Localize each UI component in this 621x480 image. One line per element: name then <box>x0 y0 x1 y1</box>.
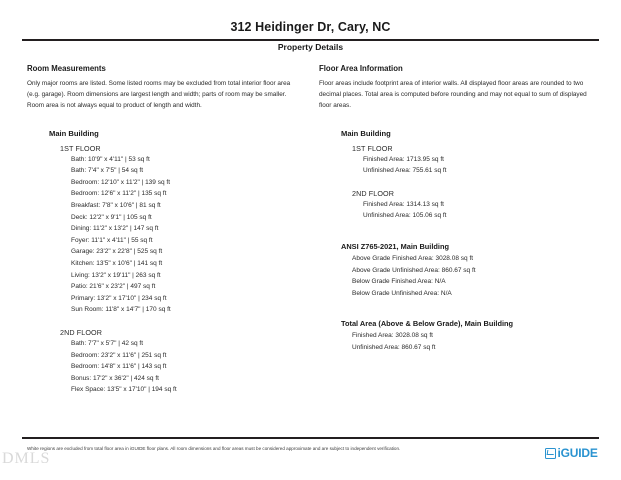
list-item: Sun Room: 11'8" x 14'7" | 170 sq ft <box>71 306 171 314</box>
total-area-block <box>319 319 604 353</box>
list-item: Bedroom: 12'10" x 11'2" | 139 sq ft <box>71 178 171 186</box>
footer-disclaimer: White regions are excluded from total floor area in iGUIDE floor plans. All room dimensions and floor areas must be considered approximate and are subject to independent verification. <box>27 446 401 451</box>
list-item: Bath: 10'9" x 4'11" | 53 sq ft <box>71 155 150 163</box>
list-item: Bedroom: 12'6" x 11'2" | 135 sq ft <box>71 190 167 198</box>
rooms-floor-name-1: 1ST FLOOR <box>60 143 101 153</box>
room-measurements-blurb-line-1: Only major rooms are listed. Some listed rooms may be excluded from total interior floor area <box>27 80 291 87</box>
main-building-rooms-group <box>27 129 312 396</box>
areas-floor-name-1: 1ST FLOOR <box>352 143 393 153</box>
list-item: Primary: 13'2" x 17'10" | 234 sq ft <box>71 294 167 302</box>
floor-area-blurb <box>319 78 604 112</box>
iguide-mark-icon <box>545 448 556 459</box>
list-item: Above Grade Finished Area: 3028.08 sq ft <box>352 254 474 262</box>
room-measurements-blurb <box>27 78 312 112</box>
list-item: Foyer: 11'1" x 4'11" | 55 sq ft <box>71 236 153 244</box>
list-item: Above Grade Unfinished Area: 860.67 sq ft <box>352 266 476 274</box>
rooms-list-floor-1 <box>60 154 312 316</box>
mls-watermark: DMLS <box>2 450 51 467</box>
list-item: Finished Area: 1713.95 sq ft <box>363 155 444 163</box>
list-item: Finished Area: 3028.08 sq ft <box>352 332 433 340</box>
areas-floor-block-1 <box>341 144 604 177</box>
iguide-logo <box>545 447 598 459</box>
list-item: Deck: 12'2" x 9'1" | 105 sq ft <box>71 213 152 221</box>
rooms-floor-block-2 <box>49 328 312 396</box>
footer-divider <box>22 437 599 439</box>
iguide-wordmark: iGUIDE <box>557 446 598 460</box>
total-area-title: Total Area (Above & Below Grade), Main Building <box>341 319 514 329</box>
floor-area-blurb-line-2: decimal places. Total area is computed before rounding and may not equal to sum of displayed <box>319 91 587 99</box>
floor-area-blurb-line-1: Floor areas include footprint area of interior walls. All displayed floor areas are rounded to two <box>319 80 584 87</box>
areas-floor-block-2 <box>341 189 604 222</box>
floor-area-information-column <box>319 64 604 354</box>
list-item: Patio: 21'6" x 23'2" | 497 sq ft <box>71 283 156 291</box>
areas-list-floor-2 <box>352 199 604 222</box>
rooms-floor-name-2: 2ND FLOOR <box>60 327 103 337</box>
rooms-list-floor-2 <box>60 338 312 396</box>
list-item: Unfinished Area: 755.61 sq ft <box>363 167 447 175</box>
rooms-floor-block-1 <box>49 144 312 316</box>
list-item: Below Grade Unfinished Area: N/A <box>352 289 452 297</box>
main-building-rooms-title: Main Building <box>49 128 99 138</box>
list-item: Garage: 23'2" x 22'8" | 525 sq ft <box>71 248 163 256</box>
floor-area-blurb-line-3: floor areas. <box>319 102 351 110</box>
title-divider <box>22 39 599 41</box>
main-building-areas-group <box>319 129 604 222</box>
list-item: Dining: 11'2" x 13'2" | 147 sq ft <box>71 225 159 233</box>
list-item: Bath: 7'7" x 5'7" | 42 sq ft <box>71 339 144 347</box>
list-item: Living: 13'2" x 19'11" | 263 sq ft <box>71 271 161 279</box>
room-measurements-heading: Room Measurements <box>27 64 106 73</box>
list-item: Bath: 7'4" x 7'5" | 54 sq ft <box>71 167 144 175</box>
list-item: Below Grade Finished Area: N/A <box>352 278 446 286</box>
ansi-standard-list <box>341 253 604 299</box>
room-measurements-column <box>27 64 312 408</box>
page-title: 312 Heidinger Dr, Cary, NC <box>230 20 391 34</box>
list-item: Breakfast: 7'8" x 10'6" | 81 sq ft <box>71 201 161 209</box>
areas-floor-name-2: 2ND FLOOR <box>352 188 395 198</box>
list-item: Kitchen: 13'5" x 10'6" | 141 sq ft <box>71 259 163 267</box>
main-building-areas-title: Main Building <box>341 128 391 138</box>
list-item: Unfinished Area: 860.67 sq ft <box>352 343 436 351</box>
list-item: Bedroom: 14'8" x 11'6" | 143 sq ft <box>71 363 167 371</box>
list-item: Flex Space: 13'5" x 17'10" | 194 sq ft <box>71 386 177 394</box>
ansi-standard-block <box>319 242 604 299</box>
areas-list-floor-1 <box>352 154 604 177</box>
room-measurements-blurb-line-3: Room area is not always equal to product of length and width. <box>27 102 202 110</box>
list-item: Bonus: 17'2" x 36'2" | 424 sq ft <box>71 374 159 382</box>
total-area-list <box>341 330 604 353</box>
room-measurements-blurb-line-2: (e.g. garage). Room dimensions are largest length and width; parts of room may be smaller. <box>27 91 287 99</box>
list-item: Finished Area: 1314.13 sq ft <box>363 200 444 208</box>
list-item: Bedroom: 23'2" x 11'6" | 251 sq ft <box>71 351 167 359</box>
ansi-standard-title: ANSI Z765-2021, Main Building <box>341 241 450 251</box>
page-subtitle: Property Details <box>277 42 344 52</box>
floor-area-heading: Floor Area Information <box>319 64 403 73</box>
list-item: Unfinished Area: 105.06 sq ft <box>363 212 447 220</box>
